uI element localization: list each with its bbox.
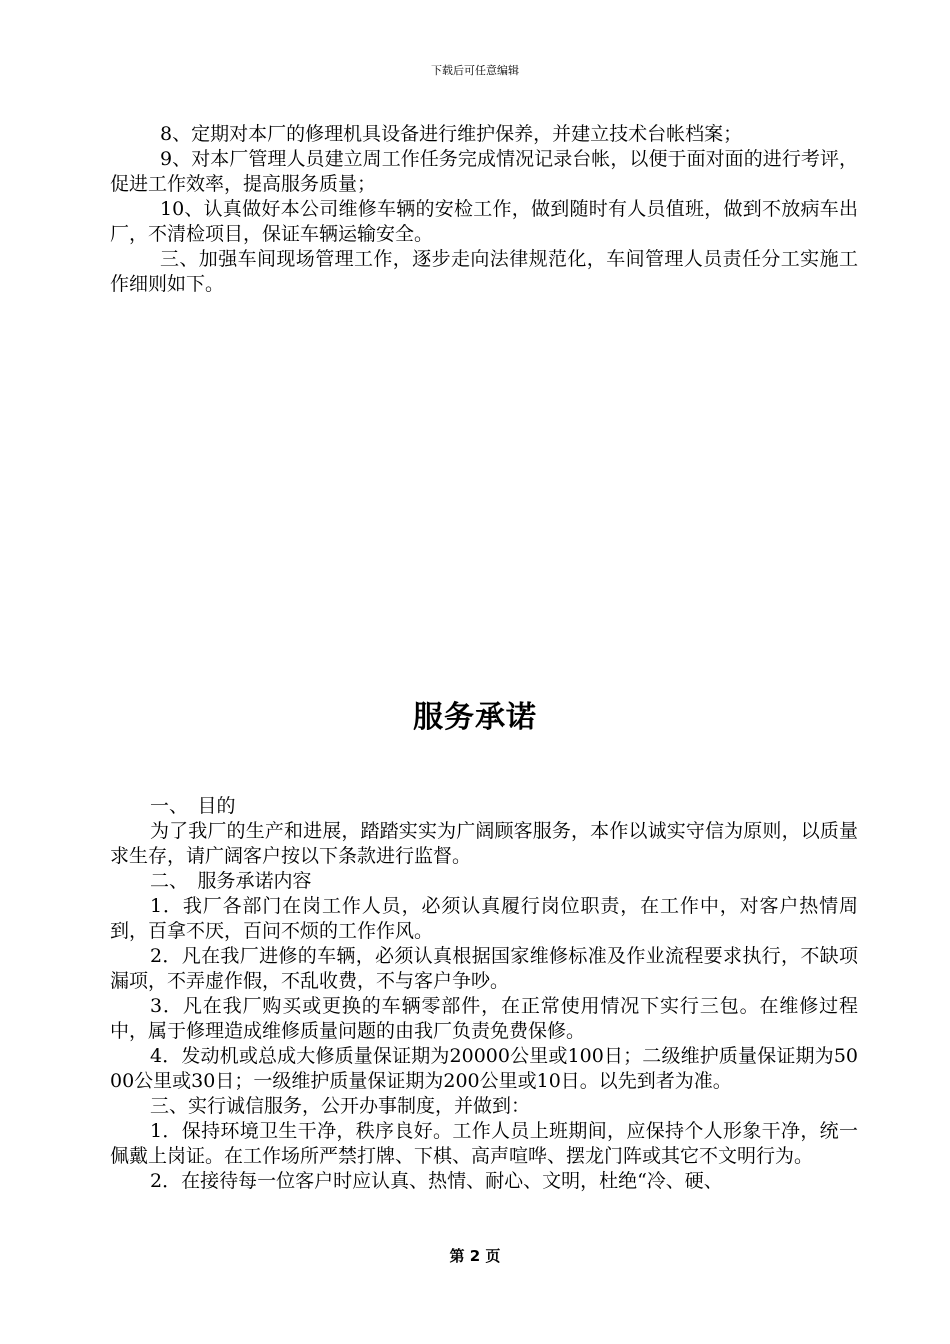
section-heading-integrity: 三、实行诚信服务，公开办事制度，并做到： — [150, 1095, 531, 1117]
commitment-item-3: 3．凡在我厂购买或更换的车辆零部件，在正常使用情况下实行三包。在维修过程中，属于修理造成维修质量问题的由我厂负责免费保修。 — [110, 995, 858, 1042]
service-commitment-body — [110, 794, 858, 1194]
paragraph-section-three: 三、加强车间现场管理工作，逐步走向法律规范化，车间管理人员责任分工实施工作细则如下。 — [110, 248, 858, 295]
integrity-item-1: 1．保持环境卫生干净，秩序良好。工作人员上班期间，应保持个人形象干净，统一佩戴上岗证。在工作场所严禁打牌、下棋、高声喧哗、摆龙门阵或其它不文明行为。 — [110, 1120, 858, 1167]
commitment-item-4: 4．发动机或总成大修质量保证期为20000公里或100日；二级维护质量保证期为5000公里或30日；一级维护质量保证期为200公里或10日。以先到者为准。 — [110, 1045, 858, 1092]
commitment-item-1: 1．我厂各部门在岗工作人员，必须认真履行岗位职责，在工作中，对客户热情周到，百拿不厌，百问不烦的工作作风。 — [110, 895, 858, 942]
paragraph-item-10: 10、认真做好本公司维修车辆的安检工作，做到随时有人员值班，做到不放病车出厂，不清检项目，保证车辆运输安全。 — [110, 198, 858, 245]
upper-text-block — [110, 122, 858, 297]
page-number: 第 2 页 — [449, 1247, 501, 1265]
section-heading-commitment: 二、 服务承诺内容 — [150, 870, 312, 892]
paragraph-item-9: 9、对本厂管理人员建立周工作任务完成情况记录台帐，以便于面对面的进行考评，促进工作效率，提高服务质量； — [110, 148, 858, 195]
paragraph-item-8: 8、定期对本厂的修理机具设备进行维护保养，并建立技术台帐档案； — [160, 123, 743, 145]
document-title: 服务承诺 — [413, 700, 537, 735]
page-header: 下载后可任意编辑 — [431, 64, 519, 77]
integrity-item-2: 2．在接待每一位客户时应认真、热情、耐心、文明，杜绝“冷、硬、 — [150, 1170, 723, 1192]
section-heading-purpose: 一、 目的 — [150, 795, 236, 817]
purpose-paragraph: 为了我厂的生产和进展，踏踏实实为广阔顾客服务，本作以诚实守信为原则，以质量求生存，请广阔客户按以下条款进行监督。 — [110, 820, 858, 867]
commitment-item-2: 2．凡在我厂进修的车辆，必须认真根据国家维修标准及作业流程要求执行，不缺项漏项，不弄虚作假，不乱收费，不与客户争吵。 — [110, 945, 858, 992]
